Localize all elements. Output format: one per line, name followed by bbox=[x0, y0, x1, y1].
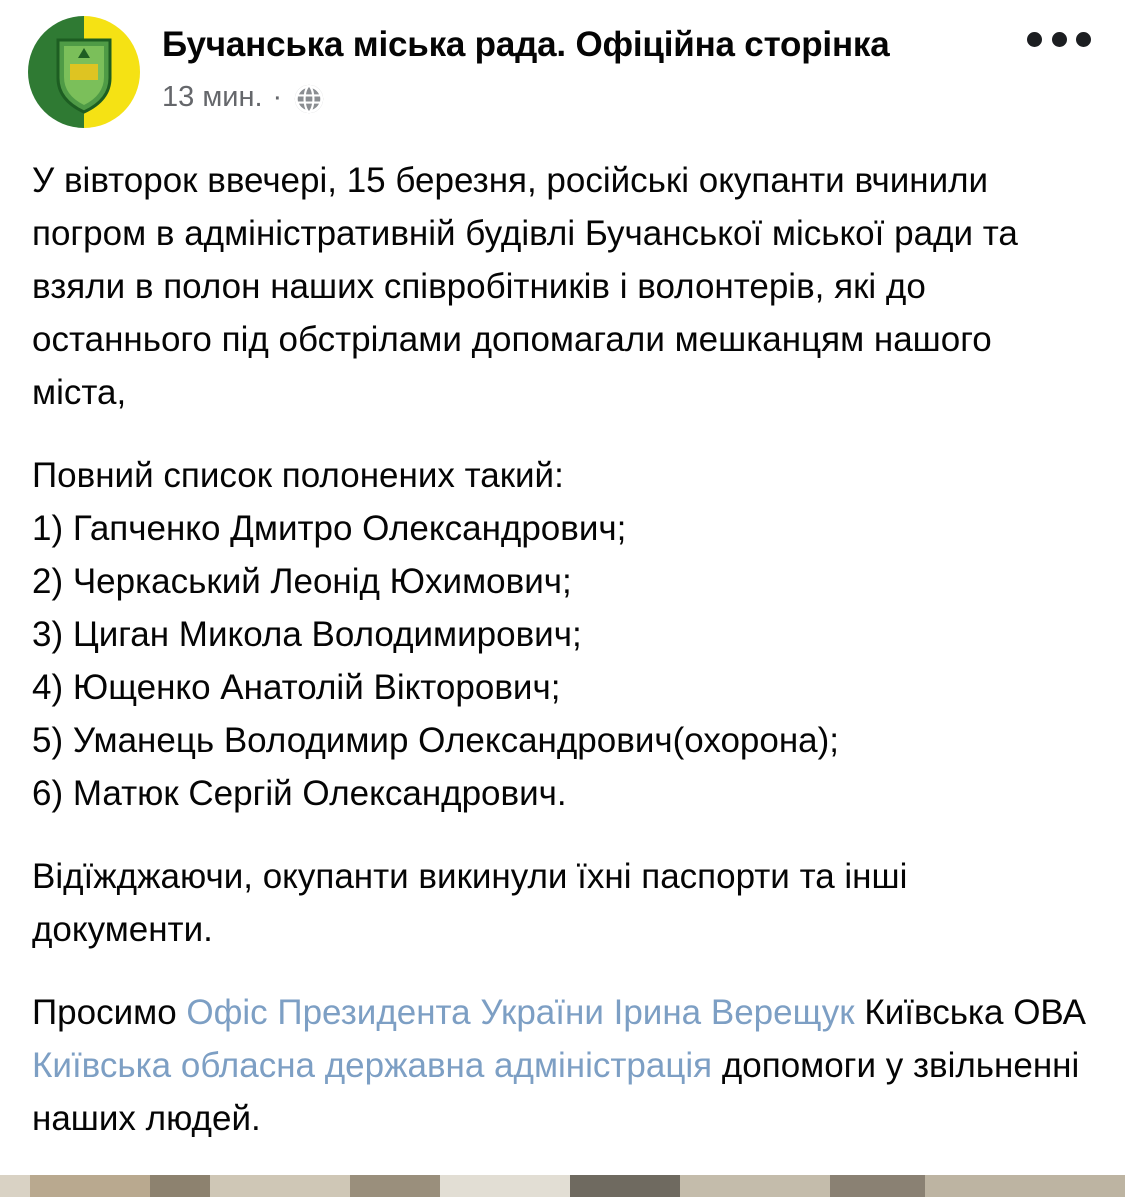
post-attached-photo[interactable] bbox=[0, 1175, 1125, 1197]
final-paragraph-middle: Київська ОВА bbox=[854, 993, 1096, 1032]
dot-3 bbox=[1076, 32, 1091, 47]
list-item: 3) Циган Микола Володимирович; bbox=[32, 615, 582, 654]
list-item: 2) Черкаський Леонід Юхимович; bbox=[32, 562, 572, 601]
photo-segment bbox=[30, 1175, 150, 1197]
photo-segment bbox=[210, 1175, 350, 1197]
avatar[interactable] bbox=[28, 16, 140, 128]
post-body bbox=[0, 128, 1125, 1145]
mention-kyiv-regional-administration[interactable]: Київська обласна державна адміністрація bbox=[32, 1046, 713, 1085]
photo-segment bbox=[150, 1175, 210, 1197]
photo-segment bbox=[830, 1175, 925, 1197]
photo-segment bbox=[925, 1175, 1125, 1197]
page-name[interactable]: Бучанська міська рада. Офіційна сторінка bbox=[162, 25, 890, 64]
photo-segment bbox=[440, 1175, 570, 1197]
photo-segment bbox=[0, 1175, 30, 1197]
list-item: 1) Гапченко Дмитро Олександрович; bbox=[32, 509, 627, 548]
photo-segment bbox=[350, 1175, 440, 1197]
post-paragraph-3 bbox=[32, 986, 1095, 1145]
photo-segment bbox=[680, 1175, 830, 1197]
captives-list bbox=[32, 449, 1095, 820]
post-timestamp[interactable]: 13 мин. bbox=[162, 81, 263, 113]
post-header bbox=[0, 0, 1125, 128]
dot-1 bbox=[1027, 32, 1042, 47]
meta-separator: · bbox=[272, 81, 283, 113]
photo-segment bbox=[570, 1175, 680, 1197]
list-item: 6) Матюк Сергій Олександрович. bbox=[32, 774, 567, 813]
list-item: 5) Уманець Володимир Олександрович(охорона); bbox=[32, 721, 840, 760]
dot-2 bbox=[1052, 32, 1067, 47]
post-header-text bbox=[162, 16, 1103, 114]
final-paragraph-prefix: Просимо bbox=[32, 993, 187, 1032]
post-paragraph-1: У вівторок ввечері, 15 березня, російські окупанти вчинили погром в адміністративній будівлі Бучанської міської ради та взяли в полон наших співробітників і волонтерів, які до останнього під обстрілами допомагали мешканцям нашого міста, bbox=[32, 161, 1028, 412]
post-meta bbox=[162, 80, 1103, 114]
post-paragraph-2: Відїжджаючи, окупанти викинули їхні паспорти та інші документи. bbox=[32, 857, 918, 949]
mention-office-of-president[interactable]: Офіс Президента України Ірина Верещук bbox=[186, 993, 855, 1032]
list-item: 4) Ющенко Анатолій Вікторович; bbox=[32, 668, 561, 707]
captives-list-intro: Повний список полонених такий: bbox=[32, 456, 564, 495]
final-paragraph-suffix: допомоги у звільненні наших людей. bbox=[32, 1046, 1089, 1138]
more-options-icon[interactable] bbox=[1027, 24, 1091, 54]
globe-icon[interactable] bbox=[292, 82, 326, 116]
